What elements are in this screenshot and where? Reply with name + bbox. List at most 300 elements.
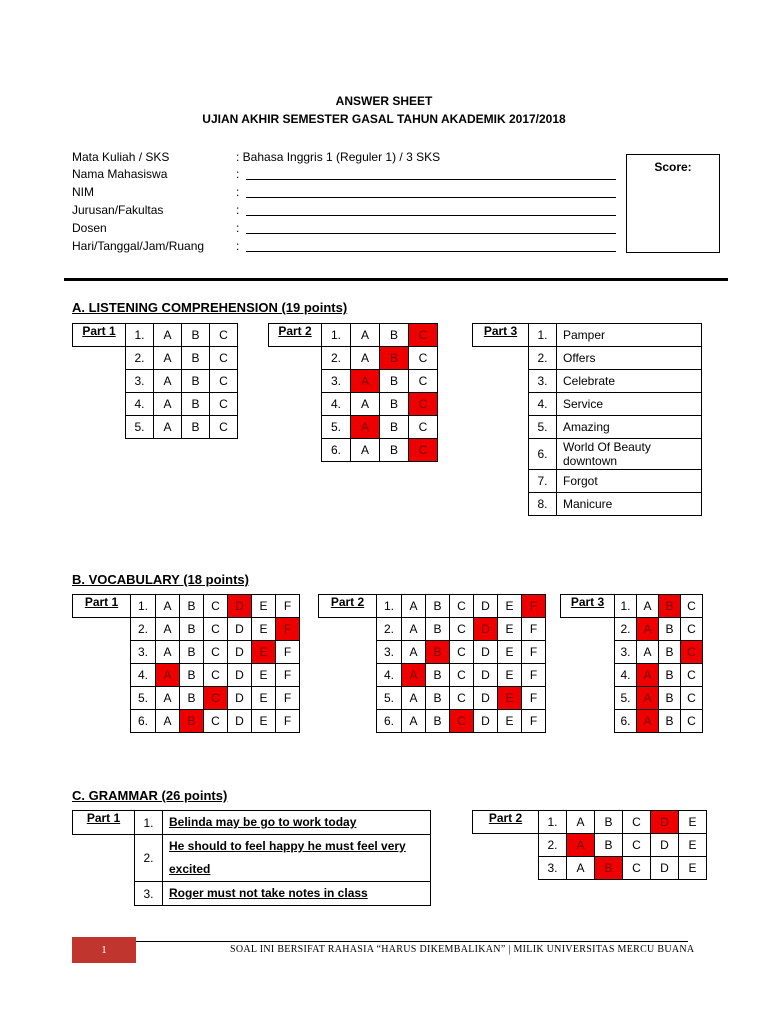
option-cell[interactable]: E <box>679 857 707 880</box>
option-cell[interactable]: D <box>228 710 252 733</box>
vocabulary-part1-row <box>73 641 300 664</box>
selected-option[interactable]: C <box>409 324 438 347</box>
option-cell[interactable]: A <box>154 324 182 347</box>
grammar-part2-row <box>473 834 707 857</box>
question-number: 2. <box>322 347 351 370</box>
answer-text: Manicure <box>557 493 702 516</box>
grammar-part2-table <box>472 810 707 880</box>
blank-cell <box>73 347 126 370</box>
selected-option[interactable]: F <box>276 618 300 641</box>
sheet-title: ANSWER SHEET <box>335 94 433 108</box>
question-number: 1. <box>615 595 637 618</box>
question-number: 6. <box>131 710 156 733</box>
question-number: 7. <box>529 470 557 493</box>
option-cell[interactable]: A <box>351 347 380 370</box>
hari-label: Hari/Tanggal/Jam/Ruang <box>72 239 205 253</box>
question-number: 5. <box>377 687 402 710</box>
section-vocabulary-title: B. VOCABULARY (18 points) <box>72 572 249 587</box>
listening-part3-row <box>473 416 702 439</box>
option-cell[interactable]: F <box>522 664 546 687</box>
blank-cell <box>473 439 529 470</box>
vocabulary-part1-table <box>72 594 300 733</box>
question-number: 3. <box>539 857 567 880</box>
part-label: Part 2 <box>473 811 539 834</box>
question-number: 4. <box>615 664 637 687</box>
question-number: 3. <box>529 370 557 393</box>
listening-part2-row <box>269 439 438 462</box>
option-cell[interactable]: C <box>450 664 474 687</box>
option-cell[interactable]: D <box>228 687 252 710</box>
option-cell[interactable]: C <box>210 370 238 393</box>
question-number: 6. <box>615 710 637 733</box>
exam-title: UJIAN AKHIR SEMESTER GASAL TAHUN AKADEMIK 2017/2018 <box>202 112 566 126</box>
selected-option[interactable]: C <box>204 687 228 710</box>
vocabulary-part1-row <box>73 664 300 687</box>
vocabulary-part1-row <box>73 595 300 618</box>
question-number: 5. <box>615 687 637 710</box>
footer-notice: SOAL INI BERSIFAT RAHASIA “HARUS DIKEMBALIKAN” | MILIK UNIVERSITAS MERCU BUANA <box>230 944 695 955</box>
listening-part2-row <box>269 324 438 347</box>
blank-cell <box>73 882 135 906</box>
option-cell[interactable]: B <box>182 393 210 416</box>
part-label: Part 2 <box>319 595 377 618</box>
vocabulary-part3-row <box>561 710 703 733</box>
listening-part1-row <box>73 416 238 439</box>
selected-option[interactable]: B <box>595 857 623 880</box>
question-number: 5. <box>529 416 557 439</box>
blank-cell <box>319 710 377 733</box>
selected-option[interactable]: E <box>252 641 276 664</box>
question-number: 2. <box>539 834 567 857</box>
option-cell[interactable]: E <box>679 811 707 834</box>
option-cell[interactable]: F <box>276 710 300 733</box>
blank-cell <box>73 835 135 882</box>
question-number: 2. <box>126 347 154 370</box>
blank-cell <box>473 416 529 439</box>
selected-option[interactable]: D <box>228 595 252 618</box>
option-cell[interactable]: F <box>522 710 546 733</box>
grammar-part2-row <box>473 811 707 834</box>
option-cell[interactable]: E <box>498 641 522 664</box>
option-cell[interactable]: C <box>450 641 474 664</box>
option-cell[interactable]: B <box>659 710 681 733</box>
answer-text: Celebrate <box>557 370 702 393</box>
question-number: 2. <box>377 618 402 641</box>
blank-cell <box>561 641 615 664</box>
listening-part3-row <box>473 347 702 370</box>
blank-cell <box>269 370 322 393</box>
dosen-label: Dosen <box>72 221 107 235</box>
option-cell[interactable]: D <box>228 618 252 641</box>
option-cell[interactable]: B <box>380 370 409 393</box>
selected-option[interactable]: A <box>637 710 659 733</box>
part-label: Part 3 <box>473 324 529 347</box>
selected-option[interactable]: A <box>637 687 659 710</box>
option-cell[interactable]: B <box>659 641 681 664</box>
question-number: 1. <box>126 324 154 347</box>
vocabulary-part3-row <box>561 595 703 618</box>
question-number: 3. <box>322 370 351 393</box>
option-cell[interactable]: E <box>498 710 522 733</box>
option-cell[interactable]: C <box>409 416 438 439</box>
blank-cell <box>473 470 529 493</box>
option-cell[interactable]: B <box>380 324 409 347</box>
question-number: 1. <box>539 811 567 834</box>
option-cell[interactable]: A <box>402 710 426 733</box>
option-cell[interactable]: B <box>180 641 204 664</box>
option-cell[interactable]: B <box>180 595 204 618</box>
blank-cell <box>73 664 131 687</box>
selected-option[interactable]: C <box>409 439 438 462</box>
selected-option[interactable]: C <box>450 710 474 733</box>
option-cell[interactable]: B <box>595 811 623 834</box>
blank-cell <box>473 347 529 370</box>
option-cell[interactable]: D <box>228 641 252 664</box>
blank-cell <box>561 687 615 710</box>
option-cell[interactable]: C <box>210 347 238 370</box>
option-cell[interactable]: A <box>156 618 180 641</box>
listening-part3-row <box>473 470 702 493</box>
answer-text: He should to feel happy he must feel very excited <box>163 835 431 882</box>
selected-option[interactable]: A <box>351 370 380 393</box>
option-cell[interactable]: F <box>276 664 300 687</box>
option-cell[interactable]: B <box>595 834 623 857</box>
grammar-part1-row <box>73 882 431 906</box>
option-cell[interactable]: E <box>252 595 276 618</box>
nim-label: NIM <box>72 185 94 199</box>
listening-part3-row <box>473 324 702 347</box>
option-cell[interactable]: C <box>681 618 703 641</box>
option-cell[interactable]: D <box>651 857 679 880</box>
selected-option[interactable]: A <box>351 416 380 439</box>
blank-cell <box>269 393 322 416</box>
option-cell[interactable]: F <box>522 641 546 664</box>
question-number: 6. <box>529 439 557 470</box>
option-cell[interactable]: B <box>659 618 681 641</box>
listening-part2-row <box>269 393 438 416</box>
selected-option[interactable]: C <box>409 393 438 416</box>
blank-cell <box>73 710 131 733</box>
blank-cell <box>319 618 377 641</box>
option-cell[interactable]: B <box>182 416 210 439</box>
option-cell[interactable]: A <box>156 687 180 710</box>
listening-part1-row <box>73 324 238 347</box>
option-cell[interactable]: B <box>659 687 681 710</box>
option-cell[interactable]: E <box>498 595 522 618</box>
vocabulary-part2-table <box>318 594 546 733</box>
option-cell[interactable]: B <box>180 687 204 710</box>
answer-text: Pamper <box>557 324 702 347</box>
selected-option[interactable]: F <box>522 595 546 618</box>
blank-cell <box>73 370 126 393</box>
blank-cell <box>319 664 377 687</box>
blank-cell <box>473 493 529 516</box>
question-number: 1. <box>322 324 351 347</box>
option-cell[interactable]: C <box>409 370 438 393</box>
dosen-colon: : <box>236 221 240 235</box>
blank-cell <box>269 439 322 462</box>
option-cell[interactable]: D <box>474 641 498 664</box>
listening-part1-row <box>73 393 238 416</box>
option-cell[interactable]: B <box>659 664 681 687</box>
nim-field[interactable] <box>246 197 616 198</box>
dosen-field[interactable] <box>246 233 616 234</box>
part-label: Part 1 <box>73 811 135 835</box>
option-cell[interactable]: C <box>204 664 228 687</box>
question-number: 5. <box>126 416 154 439</box>
option-cell[interactable]: A <box>402 687 426 710</box>
listening-part3-table <box>472 323 702 516</box>
option-cell[interactable]: A <box>567 857 595 880</box>
blank-cell <box>473 370 529 393</box>
option-cell[interactable]: B <box>182 370 210 393</box>
option-cell[interactable]: B <box>380 416 409 439</box>
selected-option[interactable]: B <box>180 710 204 733</box>
selected-option[interactable]: B <box>426 641 450 664</box>
jurusan-field[interactable] <box>246 215 616 216</box>
question-number: 4. <box>529 393 557 416</box>
page-number: 1 <box>72 937 136 963</box>
part-label: Part 1 <box>73 595 131 618</box>
blank-cell <box>561 664 615 687</box>
option-cell[interactable]: E <box>252 710 276 733</box>
part-label: Part 2 <box>269 324 322 347</box>
question-number: 5. <box>131 687 156 710</box>
listening-part3-row <box>473 493 702 516</box>
grammar-part2-row <box>473 857 707 880</box>
vocabulary-part3-row <box>561 687 703 710</box>
option-cell[interactable]: E <box>252 618 276 641</box>
option-cell[interactable]: A <box>154 416 182 439</box>
option-cell[interactable]: C <box>210 393 238 416</box>
answer-text: Amazing <box>557 416 702 439</box>
selected-option[interactable]: E <box>498 687 522 710</box>
blank-cell <box>561 618 615 641</box>
option-cell[interactable]: C <box>681 595 703 618</box>
option-cell[interactable]: A <box>156 710 180 733</box>
option-cell[interactable]: F <box>276 687 300 710</box>
question-number: 3. <box>615 641 637 664</box>
hari-colon: : <box>236 239 240 253</box>
selected-option[interactable]: D <box>651 811 679 834</box>
vocabulary-part2-row <box>319 687 546 710</box>
jurusan-label: Jurusan/Fakultas <box>72 203 164 217</box>
option-cell[interactable]: C <box>450 595 474 618</box>
option-cell[interactable]: E <box>252 687 276 710</box>
option-cell[interactable]: C <box>681 664 703 687</box>
blank-cell <box>473 834 539 857</box>
question-number: 1. <box>131 595 156 618</box>
blank-cell <box>269 416 322 439</box>
option-cell[interactable]: B <box>182 347 210 370</box>
selected-option[interactable]: C <box>681 641 703 664</box>
blank-cell <box>73 687 131 710</box>
listening-part3-row <box>473 439 702 470</box>
option-cell[interactable]: C <box>450 687 474 710</box>
footer-rule <box>136 941 688 942</box>
option-cell[interactable]: C <box>623 857 651 880</box>
listening-part1-row <box>73 347 238 370</box>
listening-part1-row <box>73 370 238 393</box>
blank-cell <box>73 618 131 641</box>
answer-text: Forgot <box>557 470 702 493</box>
option-cell[interactable]: D <box>474 710 498 733</box>
question-number: 1. <box>135 811 163 835</box>
nim-colon: : <box>236 185 240 199</box>
answer-text: Offers <box>557 347 702 370</box>
option-cell[interactable]: B <box>426 618 450 641</box>
option-cell[interactable]: B <box>426 664 450 687</box>
option-cell[interactable]: C <box>450 618 474 641</box>
grammar-part1-row <box>73 835 431 882</box>
nama-colon: : <box>236 167 240 181</box>
selected-option[interactable]: A <box>567 834 595 857</box>
option-cell[interactable]: D <box>474 595 498 618</box>
option-cell[interactable]: F <box>522 618 546 641</box>
hari-field[interactable] <box>246 251 616 252</box>
mata-kuliah-label: Mata Kuliah / SKS <box>72 150 170 164</box>
listening-part2-row <box>269 370 438 393</box>
option-cell[interactable]: A <box>402 641 426 664</box>
option-cell[interactable]: C <box>623 811 651 834</box>
section-grammar-title: C. GRAMMAR (26 points) <box>72 788 228 803</box>
vocabulary-part1-row <box>73 687 300 710</box>
vocabulary-part3-row <box>561 664 703 687</box>
listening-part1-table <box>72 323 238 439</box>
nama-label: Nama Mahasiswa <box>72 167 168 181</box>
grammar-part1-table <box>72 810 431 906</box>
option-cell[interactable]: D <box>651 834 679 857</box>
option-cell[interactable]: E <box>498 664 522 687</box>
nama-field[interactable] <box>246 179 616 180</box>
option-cell[interactable]: B <box>180 664 204 687</box>
answer-text: Service <box>557 393 702 416</box>
question-number: 1. <box>529 324 557 347</box>
blank-cell <box>473 393 529 416</box>
vocabulary-part2-row <box>319 641 546 664</box>
vocabulary-part2-row <box>319 595 546 618</box>
option-cell[interactable]: A <box>637 641 659 664</box>
divider-rule <box>64 278 728 281</box>
option-cell[interactable]: C <box>204 618 228 641</box>
score-label: Score: <box>654 160 692 174</box>
question-number: 2. <box>615 618 637 641</box>
option-cell[interactable]: C <box>204 595 228 618</box>
option-cell[interactable]: B <box>426 710 450 733</box>
option-cell[interactable]: B <box>426 595 450 618</box>
option-cell[interactable]: E <box>498 618 522 641</box>
section-listening-title: A. LISTENING COMPREHENSION (19 points) <box>72 300 348 315</box>
option-cell[interactable]: F <box>522 687 546 710</box>
option-cell[interactable]: A <box>154 370 182 393</box>
selected-option[interactable]: A <box>402 664 426 687</box>
question-number: 4. <box>131 664 156 687</box>
selected-option[interactable]: B <box>380 347 409 370</box>
vocabulary-part1-row <box>73 710 300 733</box>
option-cell[interactable]: A <box>637 595 659 618</box>
vocabulary-part3-row <box>561 618 703 641</box>
question-number: 2. <box>135 835 163 882</box>
mata-kuliah-value: : Bahasa Inggris 1 (Reguler 1) / 3 SKS <box>236 150 441 164</box>
option-cell[interactable]: D <box>228 664 252 687</box>
question-number: 1. <box>377 595 402 618</box>
option-cell[interactable]: E <box>679 834 707 857</box>
question-number: 4. <box>126 393 154 416</box>
vocabulary-part3-table <box>560 594 703 733</box>
option-cell[interactable]: A <box>351 439 380 462</box>
listening-part3-row <box>473 393 702 416</box>
option-cell[interactable]: B <box>380 439 409 462</box>
grammar-part1-row <box>73 811 431 835</box>
option-cell[interactable]: F <box>276 595 300 618</box>
question-number: 5. <box>322 416 351 439</box>
option-cell[interactable]: B <box>180 618 204 641</box>
option-cell[interactable]: C <box>210 324 238 347</box>
selected-option[interactable]: A <box>637 618 659 641</box>
selected-option[interactable]: A <box>156 664 180 687</box>
blank-cell <box>561 710 615 733</box>
option-cell[interactable]: A <box>402 618 426 641</box>
option-cell[interactable]: D <box>474 664 498 687</box>
option-cell[interactable]: A <box>154 393 182 416</box>
question-number: 3. <box>131 641 156 664</box>
option-cell[interactable]: A <box>154 347 182 370</box>
option-cell[interactable]: A <box>351 324 380 347</box>
selected-option[interactable]: A <box>637 664 659 687</box>
listening-part2-table <box>268 323 438 462</box>
option-cell[interactable]: B <box>426 687 450 710</box>
selected-option[interactable]: B <box>659 595 681 618</box>
option-cell[interactable]: F <box>276 641 300 664</box>
question-number: 8. <box>529 493 557 516</box>
vocabulary-part2-row <box>319 710 546 733</box>
blank-cell <box>319 687 377 710</box>
option-cell[interactable]: B <box>380 393 409 416</box>
option-cell[interactable]: A <box>156 641 180 664</box>
option-cell[interactable]: E <box>252 664 276 687</box>
question-number: 3. <box>135 882 163 906</box>
blank-cell <box>319 641 377 664</box>
option-cell[interactable]: C <box>681 687 703 710</box>
option-cell[interactable]: A <box>351 393 380 416</box>
selected-option[interactable]: D <box>474 618 498 641</box>
option-cell[interactable]: C <box>409 347 438 370</box>
question-number: 3. <box>377 641 402 664</box>
vocabulary-part3-row <box>561 641 703 664</box>
option-cell[interactable]: A <box>402 595 426 618</box>
answer-text: Roger must not take notes in class <box>163 882 431 906</box>
listening-part2-row <box>269 416 438 439</box>
option-cell[interactable]: A <box>156 595 180 618</box>
option-cell[interactable]: C <box>623 834 651 857</box>
question-number: 4. <box>377 664 402 687</box>
answer-text: Belinda may be go to work today <box>163 811 431 835</box>
score-box <box>626 154 720 253</box>
option-cell[interactable]: A <box>567 811 595 834</box>
option-cell[interactable]: C <box>210 416 238 439</box>
blank-cell <box>73 641 131 664</box>
option-cell[interactable]: C <box>204 641 228 664</box>
question-number: 6. <box>322 439 351 462</box>
question-number: 2. <box>529 347 557 370</box>
option-cell[interactable]: C <box>681 710 703 733</box>
option-cell[interactable]: D <box>474 687 498 710</box>
option-cell[interactable]: C <box>204 710 228 733</box>
listening-part2-row <box>269 347 438 370</box>
question-number: 3. <box>126 370 154 393</box>
question-number: 2. <box>131 618 156 641</box>
option-cell[interactable]: B <box>182 324 210 347</box>
